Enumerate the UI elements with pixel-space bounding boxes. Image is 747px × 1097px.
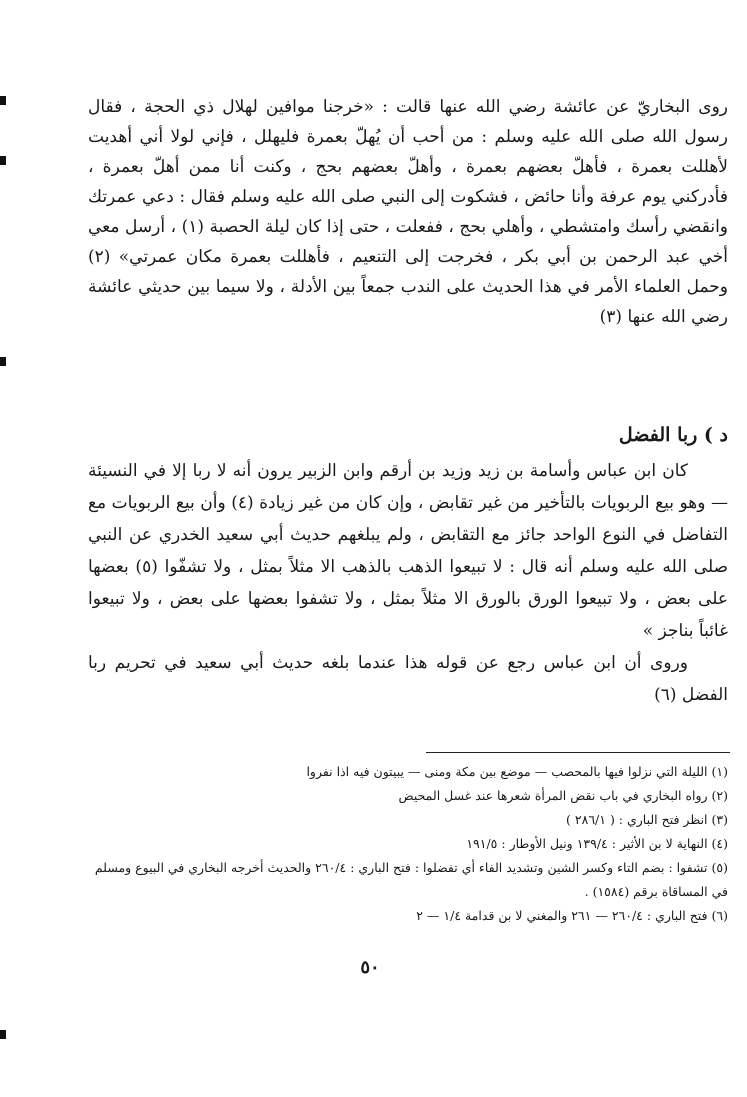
section-body xyxy=(88,455,728,711)
footnote: (٤) النهاية لا بن الأثير : ١٣٩/٤ ونيل الأوطار : ١٩١/٥ xyxy=(466,836,728,851)
footnote-separator xyxy=(426,752,730,753)
footnote: (٥) تشفوا : بضم التاء وكسر الشين وتشديد الفاء أي تفضلوا : فتح الباري : ٢٦٠/٤ والحديث أخرجه البخاري في البيوع ومسلم في المساقاة برقم (١٥٨٤) . xyxy=(94,860,728,899)
paragraph-ibn-abbas-retraction: وروى أن ابن عباس رجع عن قوله هذا عندما بلغه حديث أبي سعيد في تحريم ربا الفضل (٦) xyxy=(88,653,728,705)
footnotes xyxy=(88,760,728,928)
page-number: ٥٠ xyxy=(360,957,380,978)
footnote: (٣) انظر فتح الباري : ( ٢٨٦/١ ) xyxy=(566,812,728,827)
paragraph-riba-fadl: كان ابن عباس وأسامة بن زيد وزيد بن أرقم وابن الزبير يرون أنه لا ربا إلا في النسيئة — وهو بيع الربويات بالتأخير من غير تقابض ، وإن كان من غير زيادة (٤) وأن بيع الربويات مع التفاضل في النوع الواحد جائز مع التقابض ، ولم يبلغهم حديث أبي سعيد الخدري عن النبي صلى الله عليه وسلم أنه قال : لا تبيعوا الذهب بالذهب الا مثلاً بمثل ، ولا تشفّوا (٥) بعضها على بعض ، ولا تبيعوا الورق بالورق الا مثلاً بمثل ، ولا تشفوا بعضها على بعض ، ولا تبيعوا غائباً بناجز » xyxy=(88,461,729,641)
margin-mark xyxy=(0,96,6,105)
footnote: (٦) فتح الباري : ٢٦٠/٤ — ٢٦١ والمغني لا بن قدامة ١/٤ — ٢ xyxy=(416,908,728,923)
section-heading: د ) ربا الفضل xyxy=(618,424,728,446)
footnote: (٢) رواه البخاري في باب نقض المرأة شعرها عند غسل المحيض xyxy=(398,788,728,803)
margin-mark xyxy=(0,1030,6,1039)
margin-mark xyxy=(0,156,6,165)
main-text xyxy=(88,92,728,332)
footnote: (١) الليلة التي نزلوا فيها بالمحصب — موضع بين مكة ومنى — يبيتون فيه اذا نفروا xyxy=(306,764,728,779)
paragraph-hadith-aisha: روى البخاريّ عن عائشة رضي الله عنها قالت : «خرجنا موافين لهلال ذي الحجة ، فقال رسول الله صلى الله عليه وسلم : من أحب أن يُهلّ بعمرة فليهلل ، فإني لولا أني أهديت لأهللت بعمرة ، فأهلّ بعضهم بعمرة ، وأهلّ بعضهم بحج ، وكنت أنا ممن أهلّ بعمرة ، فأدركني يوم عرفة وأنا حائض ، فشكوت إلى النبي صلى الله عليه وسلم فقال : دعي عمرتك وانقضي رأسك وامتشطي ، وأهلي بحج ، ففعلت ، حتى إذا كان ليلة الحصبة (١) ، أرسل معي أخي عبد الرحمن بن أبي بكر ، فخرجت إلى التنعيم ، فأهللت بعمرة مكان عمرتي» (٢) وحمل العلماء الأمر في هذا الحديث على الندب جمعاً بين الأدلة ، ولا سيما بين حديثي عائشة رضي الله عنها (٣) xyxy=(88,97,728,327)
margin-mark xyxy=(0,357,6,366)
